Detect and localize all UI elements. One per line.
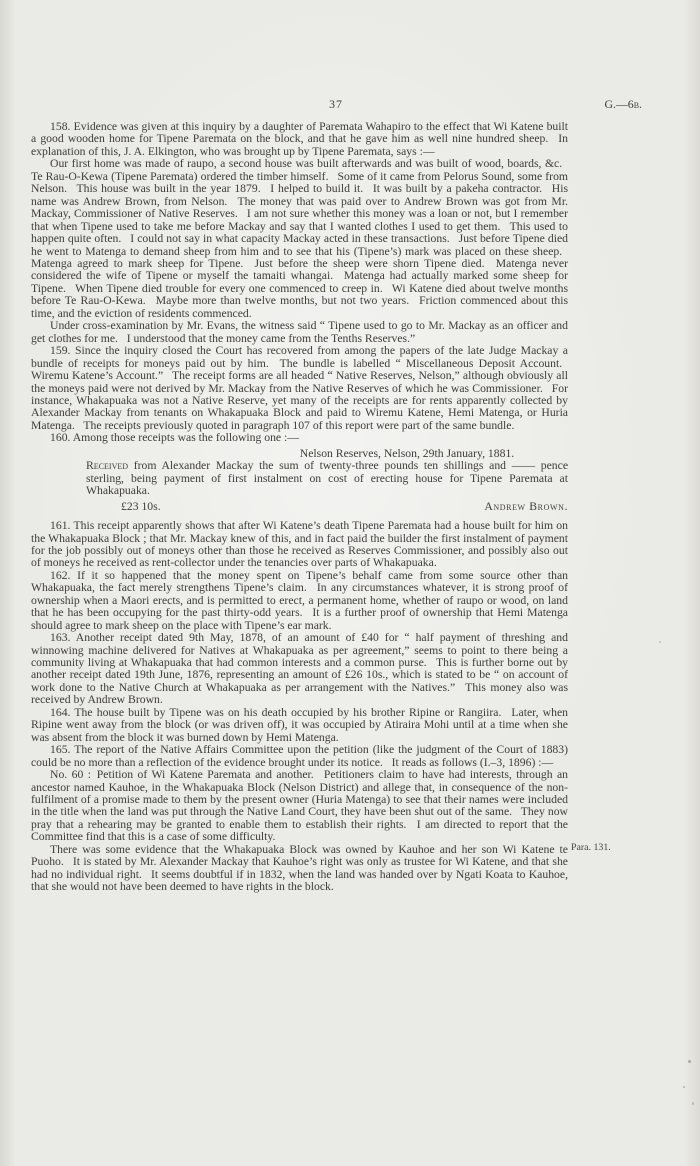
receipt-block <box>86 448 568 513</box>
cross-examination-paragraph: Under cross-examination by Mr. Evans, the witness said “ Tipene used to go to Mr. Mackay as an officer and get clothes for me. I understood that the money came from the Tenths Reserves.” <box>31 319 568 345</box>
page-number: 37 <box>329 97 343 111</box>
receipt-lead-word: Received <box>86 459 129 473</box>
paper-speck <box>683 1086 685 1088</box>
paragraph-161: 161. This receipt apparently shows that after Wi Katene’s death Tipene Paremata had a house built for him on the Whakapuaka Block ; that Mr. Mackay knew of this, and in fact paid the builder the first instalment of payment for the job possibly out of moneys other than those he received as Reserves Commissioner, and possibly also out of moneys he received as rent-collector under the tenancies over parts of Whakapuaka. <box>31 519 568 570</box>
folio-reference <box>605 97 642 112</box>
paragraph-165: 165. The report of the Native Affairs Committee upon the petition (like the judgment of the Court of 1883) could be no more than a reflection of the evidence brought under its notice. It reads as follows (I.–3, 1896) :— <box>31 743 568 769</box>
witness-quote-elkington: Our first home was made of raupo, a second house was built afterwards and was built of wood, boards, &c. Te Rau-O-Kewa (Tipene Paremata) ordered the timber himself. Some of it came from Pelorus Sound, some from Nelson. This house was built in the year 1879. I helped to build it. It was built by a pakeha contractor. His name was Andrew Brown, from Nelson. The money that was paid over to Andrew Brown was got from Mr. Mackay, Commissioner of Native Reserves. I am not sure whether this money was a loan or not, but I remember that when Tipene used to take me before Mackay and say that I wanted clothes I used to get them. This used to happen quite often. I could not say in what capacity Mackay acted in these transactions. Just before Tipene died he went to Matenga to demand sheep from him and to see that his (Tipene’s) mark was placed on these sheep. Matenga agreed to mark sheep for Tipene. Just before the sheep were shorn Tipene died. Matenga never considered the wife of Tipene or myself the tamaiti whangai. Matenga had actually marked some sheep for Tipene. When Tipene died trouble for every one commenced to creep in. Wi Katene died about twelve months before Te Rau-O-Kewa. Maybe more than twelve months, but not two years. Friction commenced about this time, and the eviction of residents commenced. <box>31 157 568 320</box>
paragraph-164: 164. The house built by Tipene was on his death occupied by his brother Ripine or Rangiira. Later, when Ripine went away from the block (or was driven off), it was occupied by Atiraira Mohi until at a time when she was absent from the block it was burned down by Hemi Matenga. <box>31 705 568 744</box>
receipt-dateline: Nelson Reserves, Nelson, 29th January, 1881. <box>299 446 515 460</box>
paper-speck <box>688 1060 691 1063</box>
margin-note-para-131: Para. 131. <box>571 842 611 853</box>
page-header <box>30 97 642 113</box>
paper-speck <box>659 641 661 643</box>
paragraph-158: 158. Evidence was given at this inquiry by a daughter of Paremata Wahapiro to the effect that Wi Katene built a good wooden home for Tipene Paremata on the block, and that he gave him as well nine hundred sheep. In explanation of this, J. A. Elkington, who was brought up by Tipene Paremata, says :— <box>31 120 568 158</box>
petition-report-paragraph-1: No. 60 : Petition of Wi Katene Paremata and another. Petitioners claim to have had interests, through an ancestor named Kauhoe, in the Whakapuaka Block (Nelson District) and allege that, in consequence of the non-fulfilment of a promise made to them by the present owner (Huria Matenga) to see that their names were included in the title when the land was put through the Native Land Court, they have been shut out of the same. They now pray that a rehearing may be granted to enable them to establish their rights. I am directed to report that the Committee find that this is a case of some difficulty. <box>31 768 568 844</box>
paper-speck <box>692 1102 694 1105</box>
paragraph-163: 163. Another receipt dated 9th May, 1878, of an amount of £40 for “ half payment of threshing and winnowing machine delivered for Natives at Whakapuaka as per agreement,” seems to point to there being a community living at Whakapuaka that had common interests and a common purse. This is further borne out by another receipt dated 19th June, 1876, representing an amount of £26 10s., which is stated to be “ on account of work done to the Native Church at Whakapuaka as per arrangement with the Natives.” This money also was received by Andrew Brown. <box>31 631 568 707</box>
paragraph-162: 162. If it so happened that the money spent on Tipene’s behalf came from some source other than Whakapuaka, the fact merely strengthens Tipene’s claim. In any circumstances whatever, it is strong proof of ownership when a Maori erects, and is permitted to erect, a permanent home, whether of raupo or wood, on land that he has been occupying for the past thirty-odd years. It is a further proof of ownership that Hemi Matenga should agree to mark sheep on the place with Tipene’s ear mark. <box>31 568 568 632</box>
paragraph-160: 160. Among those receipts was the following one :— <box>50 431 299 445</box>
paragraph-159: 159. Since the inquiry closed the Court has recovered from among the papers of the late Judge Mackay a bundle of receipts for moneys paid out by him. The bundle is labelled “ Miscellaneous Deposit Account. Wiremu Katene’s Account.” The receipt forms are all headed “ Native Reserves, Nelson,” although obviously all the moneys paid were not derived by Mr. Mackay from the Native Reserves of which he was Commissioner. For instance, Whakapuaka was not a Native Reserve, yet many of the receipts are for rents apparently collected by Alexander Mackay from tenants on Whakapuaka Block and paid to Wiremu Katene, Hemi Matenga, or Huria Matenga. The receipts previously quoted in paragraph 107 of this report were part of the same bundle. <box>31 344 568 432</box>
petition-report-paragraph-2: There was some evidence that the Whakapuaka Block was owned by Kauhoe and her son Wi Katene te Puoho. It is stated by Mr. Alexander Mackay that Kauhoe’s right was only as trustee for Wi Katene, and that she had no individual right. It seems doubtful if in 1832, when the land was handed over by Ngati Koata to Kauhoe, that she would not have been deemed to have rights in the block. <box>31 842 568 894</box>
receipt-signature: Andrew Brown. <box>484 499 568 513</box>
folio-main: G.—6 <box>604 97 634 111</box>
folio-suffix: b. <box>633 97 642 111</box>
receipt-text: from Alexander Mackay the sum of twenty-three pounds ten shillings and —— pence sterling, being payment of first instalment on cost of erecting house for Tipene Paremata at Whakapuaka. <box>86 459 569 498</box>
report-body <box>31 121 568 894</box>
receipt-amount: £23 10s. <box>121 499 161 513</box>
receipt-body <box>86 460 568 497</box>
receipt-footer <box>86 501 568 513</box>
